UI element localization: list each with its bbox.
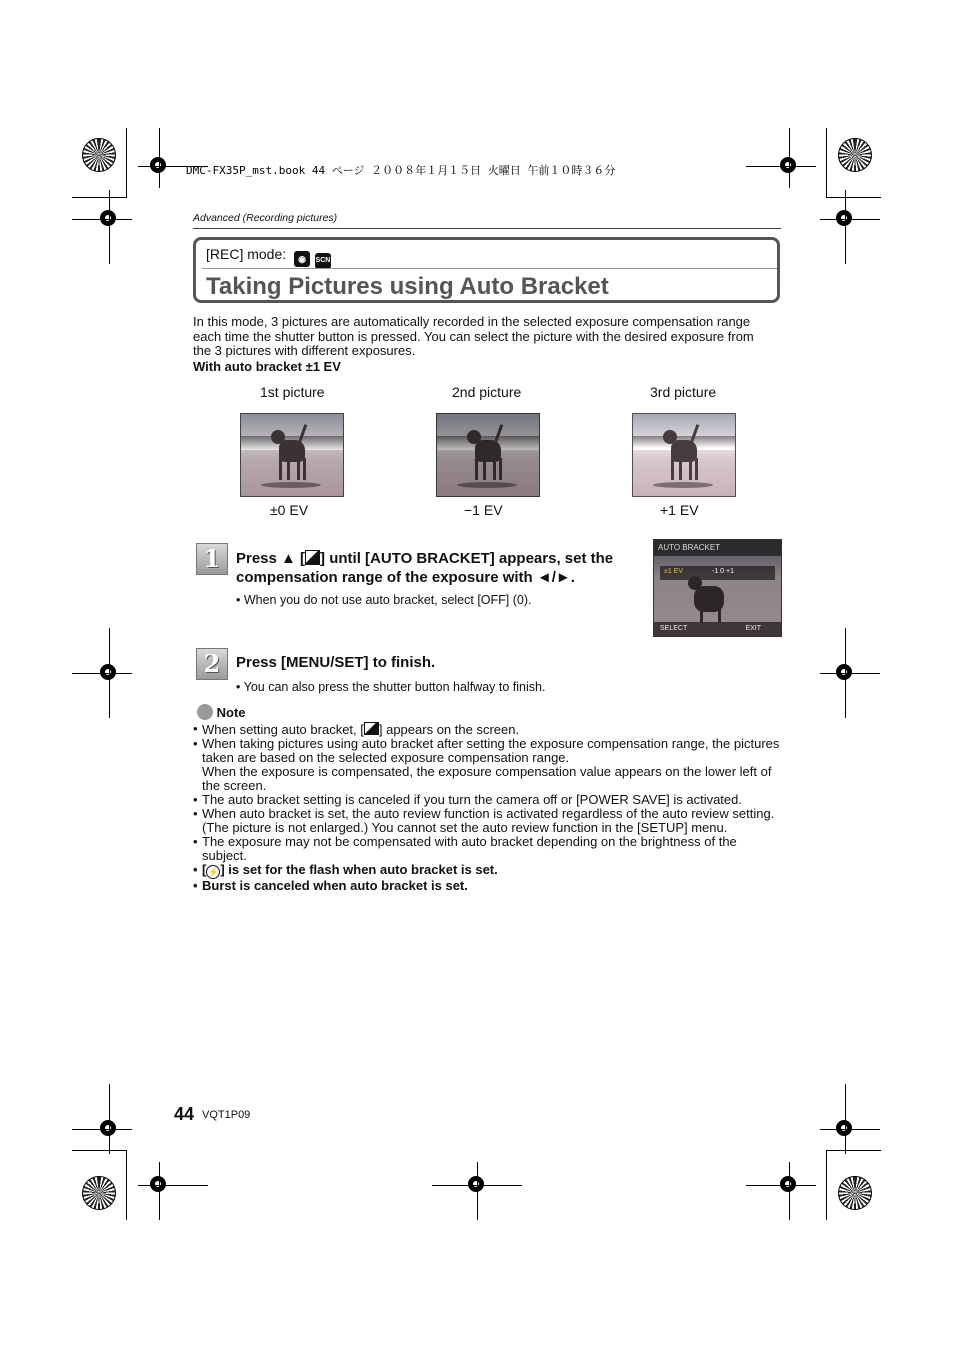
note-item: • The auto bracket setting is canceled if you turn the camera off or [POWER SAVE] is activated.	[193, 793, 783, 807]
flash-off-icon: ⚡	[207, 867, 219, 877]
note-item: • The exposure may not be compensated with auto bracket depending on the brightness of the subject.	[193, 835, 783, 863]
screen-title: AUTO BRACKET	[654, 540, 781, 556]
camera-screen-image	[653, 539, 782, 637]
registration-wheel-icon	[838, 1176, 872, 1210]
title-box	[193, 237, 780, 303]
note-item: • Burst is canceled when auto bracket is set.	[193, 879, 783, 893]
note-item: • When auto bracket is set, the auto review function is activated regardless of the auto review setting. (The picture is not enlarged.) You cannot set the auto review function in the [SETUP] menu.	[193, 807, 783, 835]
step-number: 2	[196, 648, 228, 680]
note-icon	[197, 704, 213, 720]
intro-text: In this mode, 3 pictures are automatically recorded in the selected exposure compensation range each time the shutter button is pressed. You can select the picture with the desired exposure from the 3 pictures with different exposures.	[193, 314, 754, 358]
note-list	[193, 722, 783, 893]
step-number: 1	[196, 543, 228, 575]
note-item: • When taking pictures using auto bracket after setting the exposure compensation range, the pictures taken are based on the selected exposure compensation range. When the exposure is compensated, the exposure compensation value appears on the lower left of the screen.	[193, 737, 783, 793]
picture-caption: 3rd picture	[650, 384, 717, 400]
picture-caption: 1st picture	[260, 384, 325, 400]
step2-bullet: • You can also press the shutter button halfway to finish.	[236, 680, 546, 694]
registration-wheel-icon	[82, 1176, 116, 1210]
book-file-line: DMC-FX35P_mst.book 44 ページ ２００８年１月１５日 火曜日 午前１０時３６分	[186, 164, 616, 177]
page-number: 44	[174, 1104, 195, 1124]
screen-scale: ±1 EV -1 0 +1	[660, 566, 775, 580]
sample-photo	[240, 413, 344, 497]
camera-icon: ◉	[294, 251, 310, 267]
document-code: VQT1P09	[202, 1109, 251, 1121]
screen-footer: SELECT EXIT	[654, 622, 781, 636]
title-divider	[202, 268, 777, 269]
step1-bullet: • When you do not use auto bracket, select [OFF] (0).	[236, 593, 532, 607]
scn-icon: SCN	[315, 253, 331, 269]
auto-bracket-icon	[364, 722, 379, 735]
note-item: • When setting auto bracket, [ ] appears on the screen.	[193, 722, 783, 737]
ev-label: −1 EV	[464, 502, 503, 518]
section-rule	[193, 228, 781, 229]
ev-label: ±0 EV	[270, 502, 309, 518]
sample-photo	[436, 413, 540, 497]
step1-heading: Press ▲ [ ] until [AUTO BRACKET] appears, set the compensation range of the exposure with ◄/►.	[236, 550, 614, 586]
picture-caption: 2nd picture	[452, 384, 522, 400]
registration-wheel-icon	[838, 138, 872, 172]
exposure-icon	[305, 550, 320, 565]
rec-mode-line	[206, 246, 331, 269]
note-heading: Note	[197, 704, 246, 720]
page-title: Taking Pictures using Auto Bracket	[206, 273, 609, 300]
registration-wheel-icon	[82, 138, 116, 172]
step2-heading: Press [MENU/SET] to finish.	[236, 654, 436, 671]
rec-mode-label: [REC] mode:	[206, 246, 287, 262]
sample-photo	[632, 413, 736, 497]
ev-label: +1 EV	[660, 502, 699, 518]
note-item: • [⚡] is set for the flash when auto bracket is set.	[193, 863, 783, 879]
intro-subheading: With auto bracket ±1 EV	[193, 359, 341, 374]
section-label: Advanced (Recording pictures)	[193, 212, 338, 224]
